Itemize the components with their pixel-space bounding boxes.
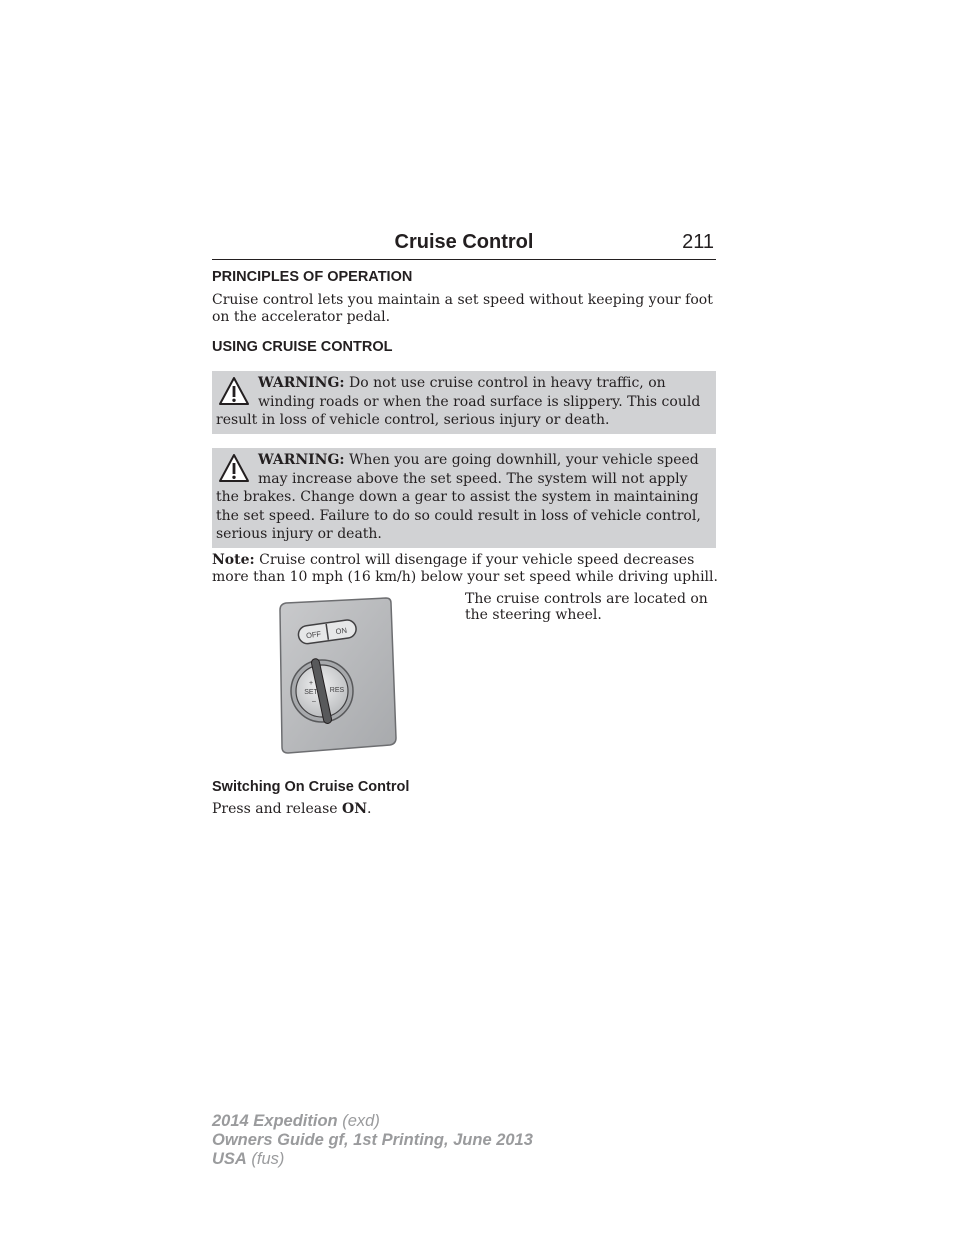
warning-label: WARNING: xyxy=(258,452,345,468)
switching-heading: Switching On Cruise Control xyxy=(212,779,410,795)
principles-text: Cruise control lets you maintain a set speed without keeping your foot on the accelerator pedal. xyxy=(212,292,713,325)
res-label: RES xyxy=(329,687,345,694)
note-label: Note: xyxy=(212,552,255,568)
minus-label: – xyxy=(312,698,316,705)
on-keyword: ON xyxy=(342,801,367,817)
page-number: 211 xyxy=(682,231,714,253)
principles-heading: PRINCIPLES OF OPERATION xyxy=(212,269,413,285)
warning-label: WARNING: xyxy=(258,375,345,391)
warning-text-2 xyxy=(216,451,708,544)
warning-text-1 xyxy=(216,374,708,430)
footer-line-3 xyxy=(212,1150,533,1169)
note-paragraph xyxy=(212,552,718,586)
page-title: Cruise Control xyxy=(394,231,534,253)
note-text: Cruise control will disengage if your vehicle speed decreases more than 10 mph (16 km/h) below your set speed while driving uphill. xyxy=(212,552,718,585)
footer-printing: Owners Guide gf, 1st Printing, June 2013 xyxy=(212,1131,533,1149)
footer-market-code: (fus) xyxy=(246,1150,285,1168)
switching-text xyxy=(212,801,371,818)
page-footer xyxy=(212,1112,533,1169)
warning-box-1 xyxy=(212,371,716,434)
off-button-label: OFF xyxy=(305,629,322,641)
cruise-controls-illustration xyxy=(276,596,398,756)
footer-model-code: (exd) xyxy=(337,1112,380,1130)
warning-triangle-icon xyxy=(218,376,250,406)
footer-line-1 xyxy=(212,1112,533,1131)
using-heading: USING CRUISE CONTROL xyxy=(212,339,393,355)
figure-caption: The cruise controls are located on the steering wheel. xyxy=(465,591,708,623)
plus-label: + xyxy=(308,680,314,687)
warning-triangle-icon xyxy=(218,453,250,483)
set-label: SET xyxy=(304,689,318,696)
warning-box-2 xyxy=(212,448,716,548)
footer-market: USA xyxy=(212,1150,247,1168)
warning-body: When you are going downhill, your vehicle speed may increase above the set speed. The system will not apply the brakes. Change down a gear to assist the system in maintaining the set speed. Failure to do so could result in loss of vehicle control, serious injury or death. xyxy=(216,452,701,543)
footer-line-2 xyxy=(212,1131,533,1150)
switching-text-before: Press and release xyxy=(212,801,342,817)
on-button-label: ON xyxy=(335,625,348,637)
warning-body: Do not use cruise control in heavy traffic, on winding roads or when the road surface is slippery. This could result in loss of vehicle control, serious injury or death. xyxy=(216,375,701,429)
footer-model: 2014 Expedition xyxy=(212,1112,338,1130)
page-header xyxy=(212,229,716,260)
switching-text-after: . xyxy=(367,801,372,817)
